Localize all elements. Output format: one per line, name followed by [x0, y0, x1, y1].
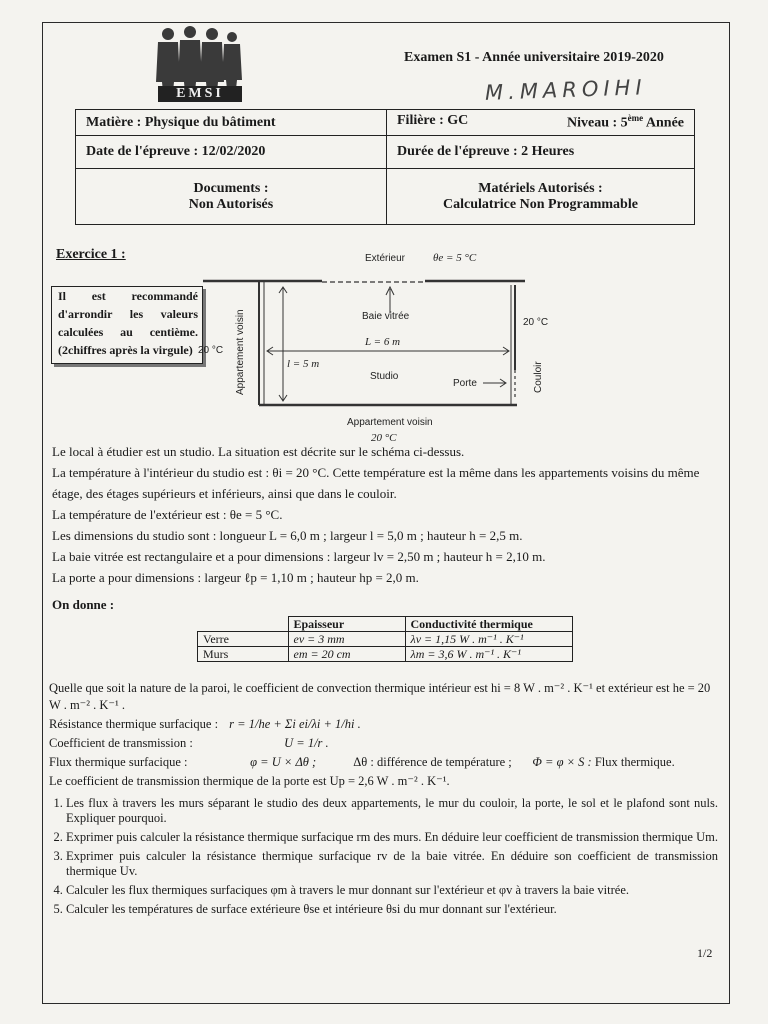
documents-title: Documents :: [193, 180, 269, 196]
on-donne: On donne :: [52, 597, 115, 612]
question-item: 3. Exprimer puis calculer la résistance thermique surfacique rv de la baie vitrée. En déduire son coefficient de transmission thermique Uv.: [66, 849, 718, 879]
label-porte: Porte: [453, 378, 477, 389]
niveau-sup: ème: [627, 113, 644, 124]
documents-value: Non Autorisés: [188, 196, 274, 212]
table-cell: Verre: [198, 632, 289, 647]
flux-label: Flux thermique surfacique :: [49, 755, 188, 769]
resistance-label: Résistance thermique surfacique :: [49, 717, 219, 731]
niveau: [567, 113, 684, 132]
statement-line: La porte a pour dimensions : largeur ℓp = 1,10 m ; hauteur hp = 2,0 m.: [52, 570, 419, 585]
statement-line: Les dimensions du studio sont : longueur L = 6,0 m ; largeur l = 5,0 m ; hauteur h = 2,5 m.: [52, 528, 523, 543]
label-temp-right: 20 °C: [523, 317, 549, 328]
statement-line: La température de l'extérieur est : θe = 5 °C.: [52, 507, 283, 522]
transmission-eq: U = 1/r .: [284, 736, 329, 750]
niveau-suffix: Année: [643, 115, 684, 131]
label-temp-bottom: 20 °C: [371, 432, 397, 444]
label-l: l = 5 m: [287, 358, 320, 370]
table-row: [198, 647, 573, 662]
delta-text: Δθ : différence de température ;: [353, 755, 512, 769]
statement-line: La température à l'intérieur du studio est : θi = 20 °C. Cette température est la même dans les appartements voisins du même étage, des étages supérieurs et inférieurs, ainsi que dans le couloir.: [52, 465, 700, 501]
label-temp-left: 20 °C: [198, 345, 224, 356]
handwritten-name: M.MAROIHI: [484, 75, 647, 105]
materiels-title: Matériels Autorisés :: [478, 180, 603, 196]
label-appt-bottom: Appartement voisin: [347, 417, 433, 428]
question-item: 1. Les flux à travers les murs séparant le studio des deux appartements, le mur du couloir, la porte, le sol et le plafond sont nuls. Expliquer pourquoi.: [66, 796, 718, 826]
resistance-line: [49, 716, 719, 733]
matiere-cell: Matière : Physique du bâtiment: [76, 110, 387, 136]
logo-text: EMSI: [158, 86, 242, 102]
statement-line: La baie vitrée est rectangulaire et a pour dimensions : largeur lv = 2,50 m ; hauteur h = 2,10 m.: [52, 549, 546, 564]
filiere-niveau-cell: [387, 110, 695, 136]
table-header: Conductivité thermique: [405, 617, 572, 632]
physics-section: [49, 680, 719, 792]
filiere: Filière : GC: [397, 113, 469, 129]
duree-cell: Durée de l'épreuve : 2 Heures: [387, 136, 695, 169]
phi-eq: Φ = φ × S :: [532, 755, 592, 769]
table-header-empty: [198, 617, 289, 632]
statement: [52, 441, 722, 588]
label-studio: Studio: [370, 371, 399, 382]
materiels-cell: [387, 169, 695, 225]
niveau-prefix: Niveau : 5: [566, 115, 628, 131]
question-item: 4. Calculer les flux thermiques surfaciques φm à travers le mur donnant sur l'extérieur et φv à travers la baie vitrée.: [66, 883, 718, 898]
question-item: 2. Exprimer puis calculer la résistance thermique surfacique rm des murs. En déduire leur coefficient de transmission thermique Um.: [66, 830, 718, 845]
phi-text: Flux thermique.: [594, 755, 675, 769]
info-table: [75, 109, 695, 225]
label-exterieur: Extérieur: [365, 253, 406, 264]
label-couloir: Couloir: [533, 361, 544, 393]
date-cell: Date de l'épreuve : 12/02/2020: [76, 136, 387, 169]
page-number: 1/2: [697, 946, 713, 960]
exam-title: Examen S1 - Année universitaire 2019-2020: [404, 50, 664, 65]
table-cell: λv = 1,15 W . m⁻¹ . K⁻¹: [405, 632, 572, 647]
table-cell: ev = 3 mm: [288, 632, 405, 647]
exercise-title: Exercice 1 :: [56, 247, 126, 262]
question-item: 5. Calculer les températures de surface extérieure θse et intérieure θsi du mur donnant sur l'extérieur.: [66, 902, 718, 917]
table-cell: em = 20 cm: [288, 647, 405, 662]
studio-schema: [195, 245, 575, 445]
transmission-label: Coefficient de transmission :: [49, 736, 193, 750]
statement-line: Le local à étudier est un studio. La situation est décrite sur le schéma ci-dessus.: [52, 444, 465, 459]
advice-box: Il est recommandé d'arrondir les valeurs calculées au centième. (2chiffres après la virgule): [51, 286, 203, 364]
label-L: L = 6 m: [365, 336, 401, 348]
flux-eq: φ = U × Δθ ;: [250, 755, 317, 769]
transmission-line: [49, 735, 719, 752]
questions: [48, 796, 718, 921]
flux-line: [49, 754, 719, 771]
label-theta-e: θe = 5 °C: [433, 252, 477, 264]
table-cell: λm = 3,6 W . m⁻¹ . K⁻¹: [405, 647, 572, 662]
materiels-value: Calculatrice Non Programmable: [443, 196, 638, 212]
table-header: Epaisseur: [288, 617, 405, 632]
label-appt-left: Appartement voisin: [235, 309, 246, 395]
data-table: [197, 616, 573, 662]
label-baie: Baie vitrée: [362, 311, 410, 322]
table-row: [198, 632, 573, 647]
table-cell: Murs: [198, 647, 289, 662]
convection-text: Quelle que soit la nature de la paroi, le coefficient de convection thermique intérieur est hi = 8 W . m⁻² . K⁻¹ et extérieur est he = 20 W . m⁻² . K⁻¹ .: [49, 681, 711, 712]
documents-cell: [76, 169, 387, 225]
porte-coef: Le coefficient de transmission thermique de la porte est Up = 2,6 W . m⁻² . K⁻¹.: [49, 774, 450, 788]
resistance-eq: r = 1/he + Σi ei/λi + 1/hi .: [229, 717, 361, 731]
